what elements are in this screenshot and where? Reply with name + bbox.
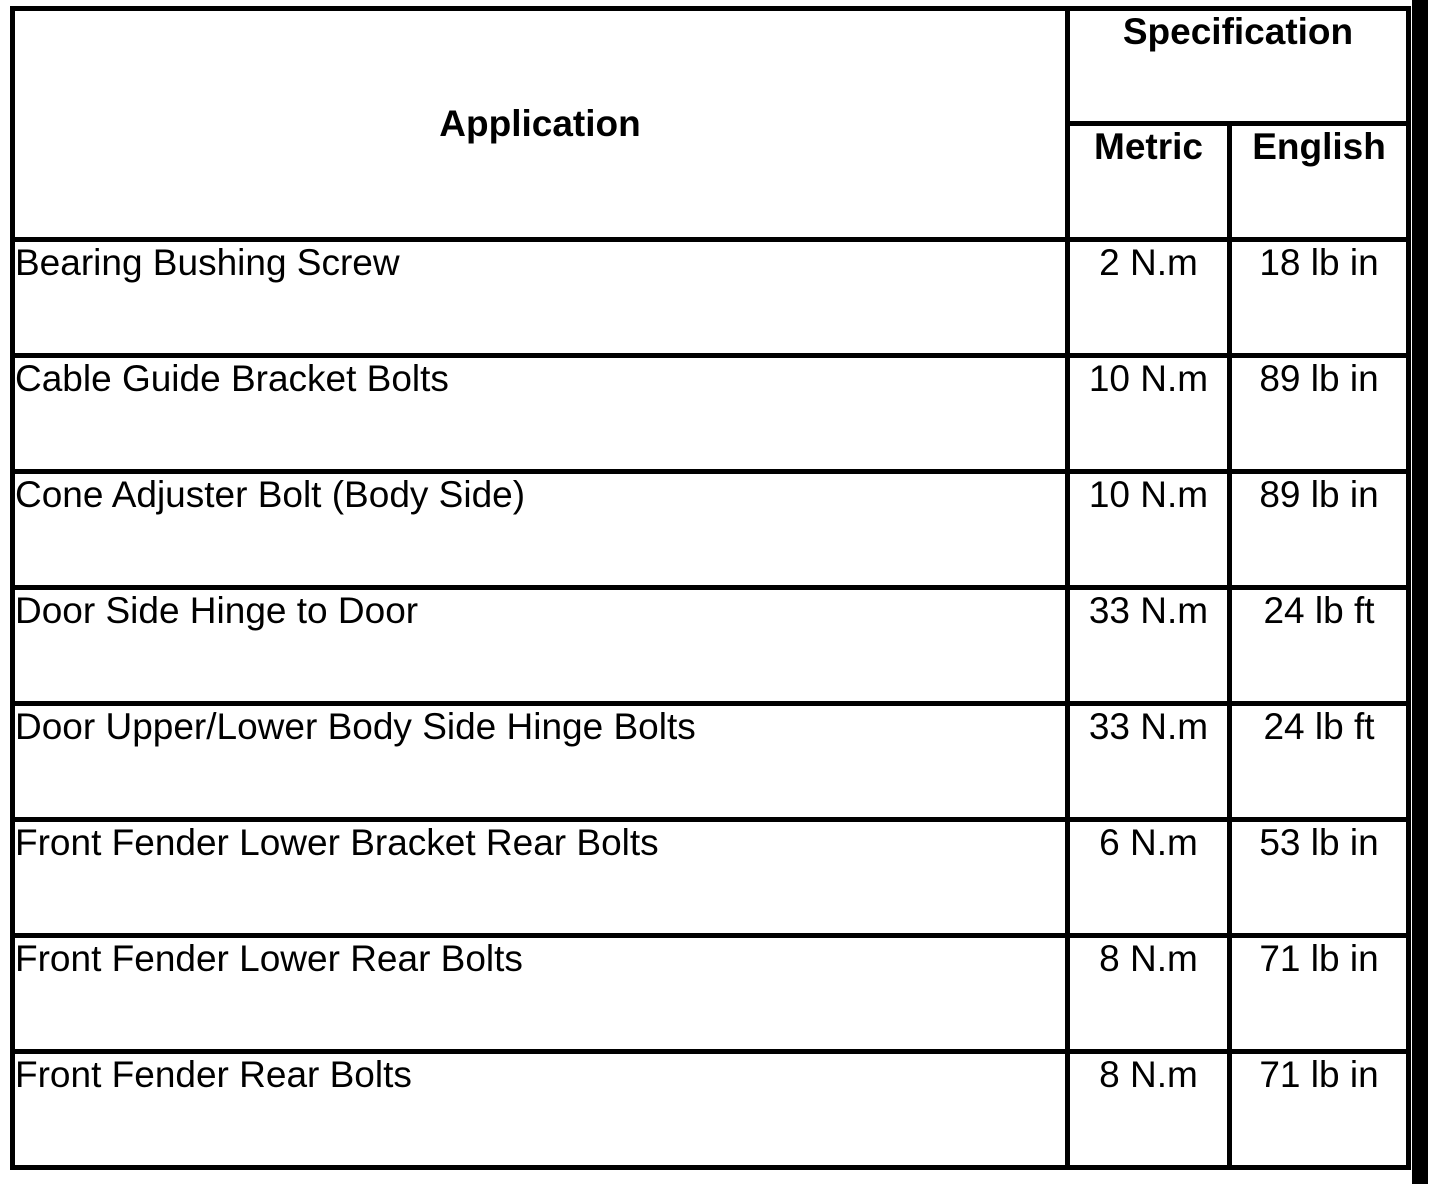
application-cell: Cable Guide Bracket Bolts xyxy=(13,356,1068,472)
application-cell: Front Fender Rear Bolts xyxy=(13,1052,1068,1168)
english-cell: 71 lb in xyxy=(1230,1052,1409,1168)
table-row xyxy=(13,1052,1409,1168)
english-cell: 24 lb ft xyxy=(1230,704,1409,820)
right-edge-bar xyxy=(1412,0,1428,1184)
metric-header: Metric xyxy=(1068,124,1230,240)
metric-cell: 10 N.m xyxy=(1068,472,1230,588)
english-cell: 24 lb ft xyxy=(1230,588,1409,704)
table-row xyxy=(13,936,1409,1052)
application-header: Application xyxy=(13,9,1068,240)
application-cell: Bearing Bushing Screw xyxy=(13,240,1068,356)
english-cell: 89 lb in xyxy=(1230,356,1409,472)
application-cell: Front Fender Lower Bracket Rear Bolts xyxy=(13,820,1068,936)
application-cell: Door Upper/Lower Body Side Hinge Bolts xyxy=(13,704,1068,820)
specification-header: Specification xyxy=(1068,9,1409,124)
english-cell: 18 lb in xyxy=(1230,240,1409,356)
table-row xyxy=(13,704,1409,820)
application-cell: Door Side Hinge to Door xyxy=(13,588,1068,704)
table-row xyxy=(13,820,1409,936)
metric-cell: 2 N.m xyxy=(1068,240,1230,356)
metric-cell: 8 N.m xyxy=(1068,1052,1230,1168)
table-row xyxy=(13,588,1409,704)
metric-cell: 10 N.m xyxy=(1068,356,1230,472)
application-cell: Front Fender Lower Rear Bolts xyxy=(13,936,1068,1052)
table-row xyxy=(13,240,1409,356)
application-cell: Cone Adjuster Bolt (Body Side) xyxy=(13,472,1068,588)
metric-cell: 8 N.m xyxy=(1068,936,1230,1052)
english-cell: 71 lb in xyxy=(1230,936,1409,1052)
header-row-top xyxy=(13,9,1409,124)
metric-cell: 6 N.m xyxy=(1068,820,1230,936)
english-cell: 53 lb in xyxy=(1230,820,1409,936)
table-row xyxy=(13,472,1409,588)
torque-spec-table xyxy=(10,6,1411,1170)
metric-cell: 33 N.m xyxy=(1068,588,1230,704)
english-cell: 89 lb in xyxy=(1230,472,1409,588)
table-row xyxy=(13,356,1409,472)
english-header: English xyxy=(1230,124,1409,240)
metric-cell: 33 N.m xyxy=(1068,704,1230,820)
